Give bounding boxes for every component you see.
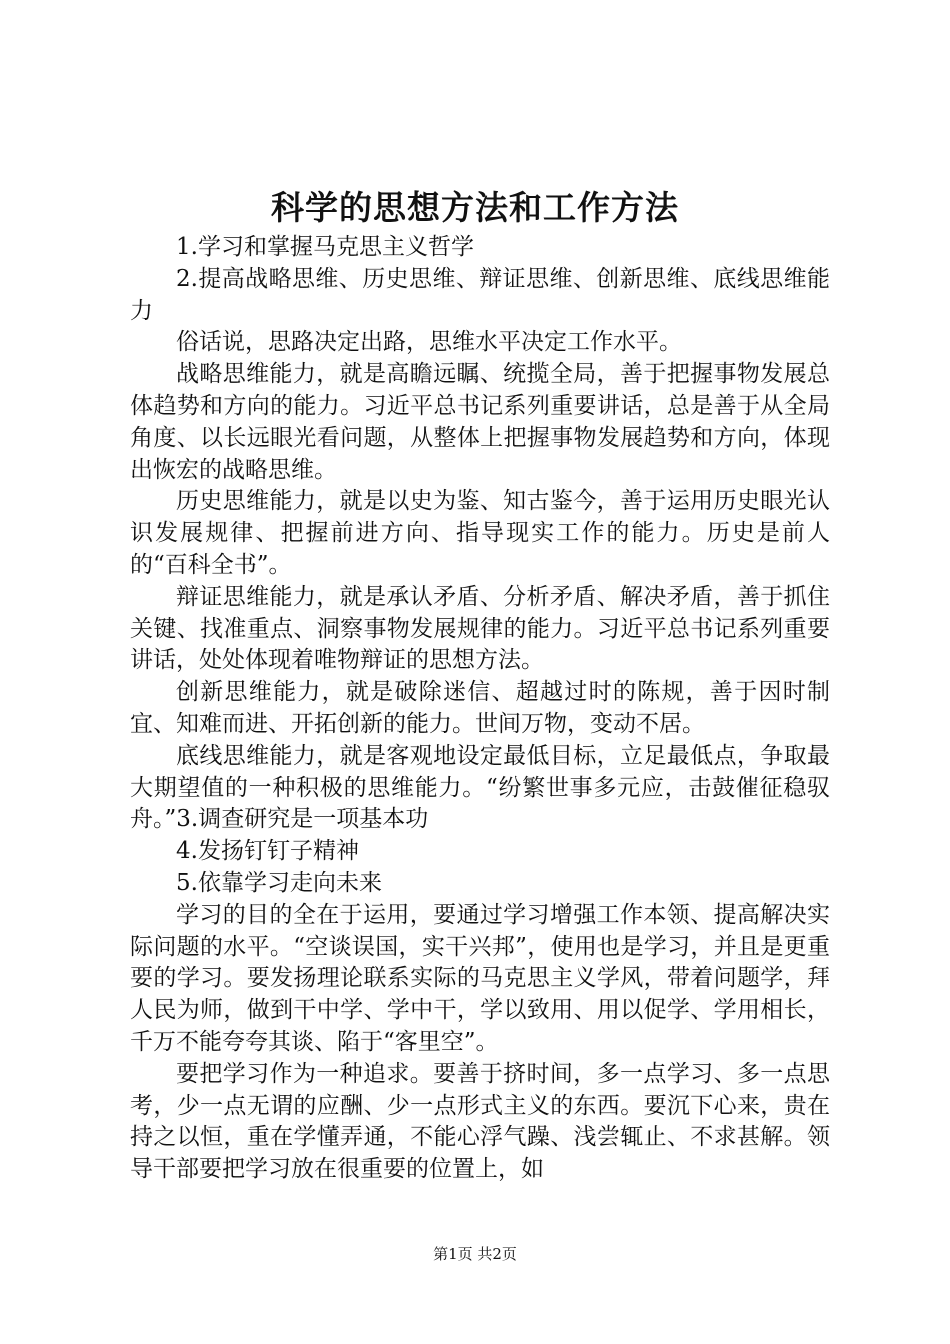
paragraph: 历史思维能力，就是以史为鉴、知古鉴今，善于运用历史眼光认识发展规律、把握前进方向、指导现实工作的能力。历史是前人的“百科全书”。 <box>130 488 830 578</box>
paragraph: 辩证思维能力，就是承认矛盾、分析矛盾、解决矛盾，善于抓住关键、找准重点、洞察事物发展规律的能力。习近平总书记系列重要讲话，处处体现着唯物辩证的思想方法。 <box>130 583 830 674</box>
page-number-footer: 第1页 共2页 <box>433 1245 517 1263</box>
document-body <box>130 232 830 1186</box>
paragraph: 5.依靠学习走向未来 <box>176 869 382 896</box>
paragraph: 学习的目的全在于运用，要通过学习增强工作本领、提高解决实际问题的水平。“空谈误国，实干兴邦”，使用也是学习，并且是更重要的学习。要发扬理论联系实际的马克思主义学风，带着问题学，拜人民为师，做到干中学、学中干，学以致用、用以促学、学用相长，千万不能夸夸其谈、陷于“客里空”。 <box>130 901 830 1055</box>
paragraph: 要把学习作为一种追求。要善于挤时间，多一点学习、多一点思考，少一点无谓的应酬、少一点形式主义的东西。要沉下心来，贵在持之以恒，重在学懂弄通，不能心浮气躁、浅尝辄止、不求甚解。领导干部要把学习放在很重要的位置上，如 <box>130 1060 830 1183</box>
paragraph: 俗话说，思路决定出路，思维水平决定工作水平。 <box>176 329 682 356</box>
paragraph: 2.提高战略思维、历史思维、辩证思维、创新思维、底线思维能力 <box>130 265 830 324</box>
paragraph: 战略思维能力，就是高瞻远瞩、统揽全局，善于把握事物发展总体趋势和方向的能力。习近平总书记系列重要讲话，总是善于从全局角度、以长远眼光看问题，从整体上把握事物发展趋势和方向，体现出恢宏的战略思维。 <box>130 361 830 483</box>
paragraph: 1.学习和掌握马克思主义哲学 <box>176 234 474 260</box>
paragraph: 4.发扬钉钉子精神 <box>176 838 359 865</box>
paragraph: 底线思维能力，就是客观地设定最低目标，立足最低点，争取最大期望值的一种积极的思维能力。“纷繁世事多元应，击鼓催征稳驭舟。”3.调查研究是一项基本功 <box>130 742 830 833</box>
paragraph: 创新思维能力，就是破除迷信、超越过时的陈规，善于因时制宜、知难而进、开拓创新的能力。世间万物，变动不居。 <box>130 679 830 737</box>
document-title: 科学的思想方法和工作方法 <box>271 188 679 227</box>
